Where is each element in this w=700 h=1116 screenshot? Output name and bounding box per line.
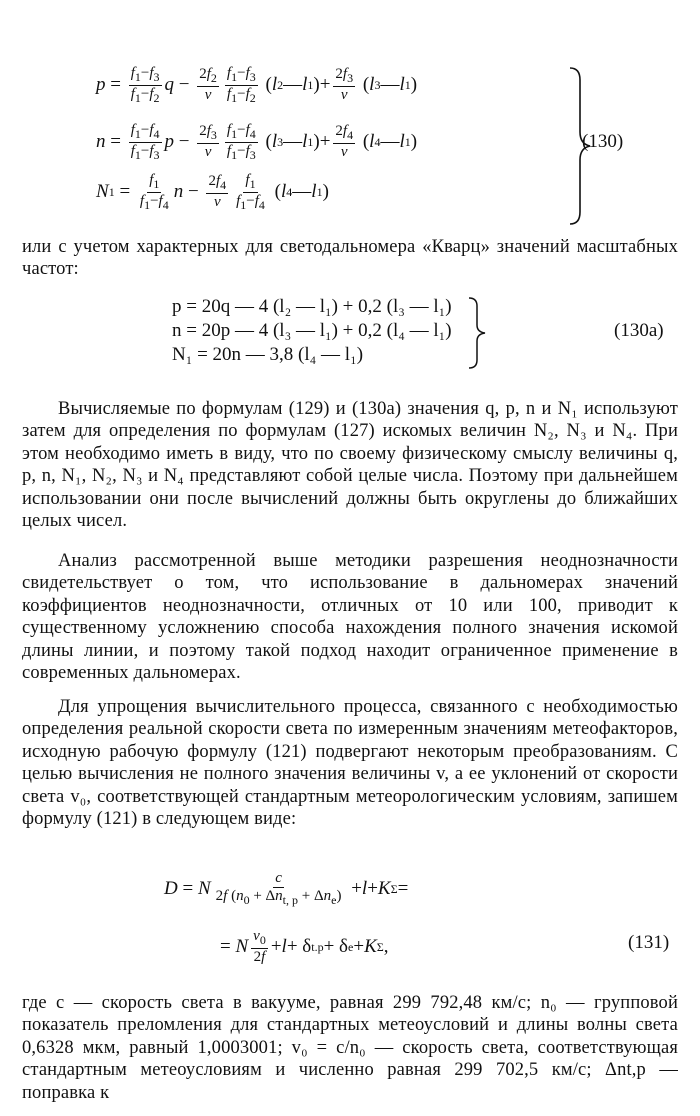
equation-130-line-n: n = $\frac{f_1-f_4}{f_1-f_3}$ p − $\frac{2f_3}{v}$ $\frac{f_1-f_4}{f_1-f_3}$ ( l 3 — l 1 )+ $\frac{2f_4}{v}$ ( l 4 — l 1 ) (96, 122, 418, 162)
equation-130-line-N1: N 1 = $\frac{f_1}{f_1-f_4}$ n − $\frac{2f_4}{v}$ $\frac{f_1}{f_1-f_4}$ ( l 4 — l 1 ) (96, 172, 329, 212)
equation-number-131: (131) (628, 932, 670, 953)
intro-paragraph: или с учетом характерных для светодальномера «Кварц» значений масштабных частот: (22, 237, 678, 280)
body-paragraph-3: Для упрощения вычислительного процесса, связанного с необходимостью определения реальной скорости света по измеренным значениям метеофакторов, исходную рабочую формулу (121) подвергают некоторым преобразованиям. С целью вычисления не полного значения величины v, а ее уклонений от скорости света v₀, соответствующей стандартным метеорологическим условиям, запишем формулу (121) в следующем виде: (22, 697, 678, 830)
equation-130a-line-1: p = 20q — 4 (l₂ — l₁) + 0,2 (l₃ — l₁) (172, 296, 452, 317)
body-paragraph-4: где c — скорость света в вакууме, равная 299 792,48 км/с; n₀ — групповой показатель преломления для стандартных метеоусловий и длины волны света 0,6328 мкм, равный 1,0003001; v₀ = c/n₀ — скорость света, соответствующая стандартным метеоусловиям и численно равная 299 702,5 км/с; Δnt,p — поправка к (22, 993, 678, 1103)
equation-131-line-1: D = N $\frac{c}{2f (n_0 + \Delta n_{t, p} + \Delta n_e)}$ + l + K Σ = (164, 870, 409, 908)
equation-130a-line-2: n = 20p — 4 (l₃ — l₁) + 0,2 (l₄ — l₁) (172, 320, 452, 341)
equation-131-line-2: = N $\frac{v_0}{2f}$ + l + δ t.p + δ e + K Σ , (220, 928, 389, 965)
right-brace-130a (466, 296, 492, 370)
body-paragraph-1: Вычисляемые по формулам (129) и (130а) значения q, p, n и N₁ используют затем для определения по формулам (127) искомых величин N₂, N₃ и N₄. При этом необходимо иметь в виду, что по своему физическому смыслу величины q, p, n, N₁, N₂, N₃ и N₄ представляют собой целые числа. Поэтому при дальнейшем использовании они после вычислений должны быть округлены до ближайших целых чисел. (22, 399, 678, 532)
equation-number-130a: (130a) (614, 320, 664, 341)
equation-130-line-p: p = $\frac{f_1-f_3}{f_1-f_2}$ q − $\frac{2f_2}{v}$ $\frac{f_1-f_3}{f_1-f_2}$ ( l 2 — l 1 )+ $\frac{2f_3}{v}$ ( l 3 — l 1 ) (96, 65, 418, 105)
body-paragraph-2: Анализ рассмотренной выше методики разрешения неоднозначности свидетельствует о том, что использование в дальномерах значений коэффициентов неоднозначности, отличных от 10 или 100, приводит к существенному усложнению способа нахождения полного значения искомой длины линии, и поэтому такой подход находит ограниченное применение в современных дальномерах. (22, 551, 678, 684)
equation-130a-line-3: N₁ = 20n — 3,8 (l₄ — l₁) (172, 344, 364, 365)
equation-number-130: (130) (582, 131, 624, 152)
